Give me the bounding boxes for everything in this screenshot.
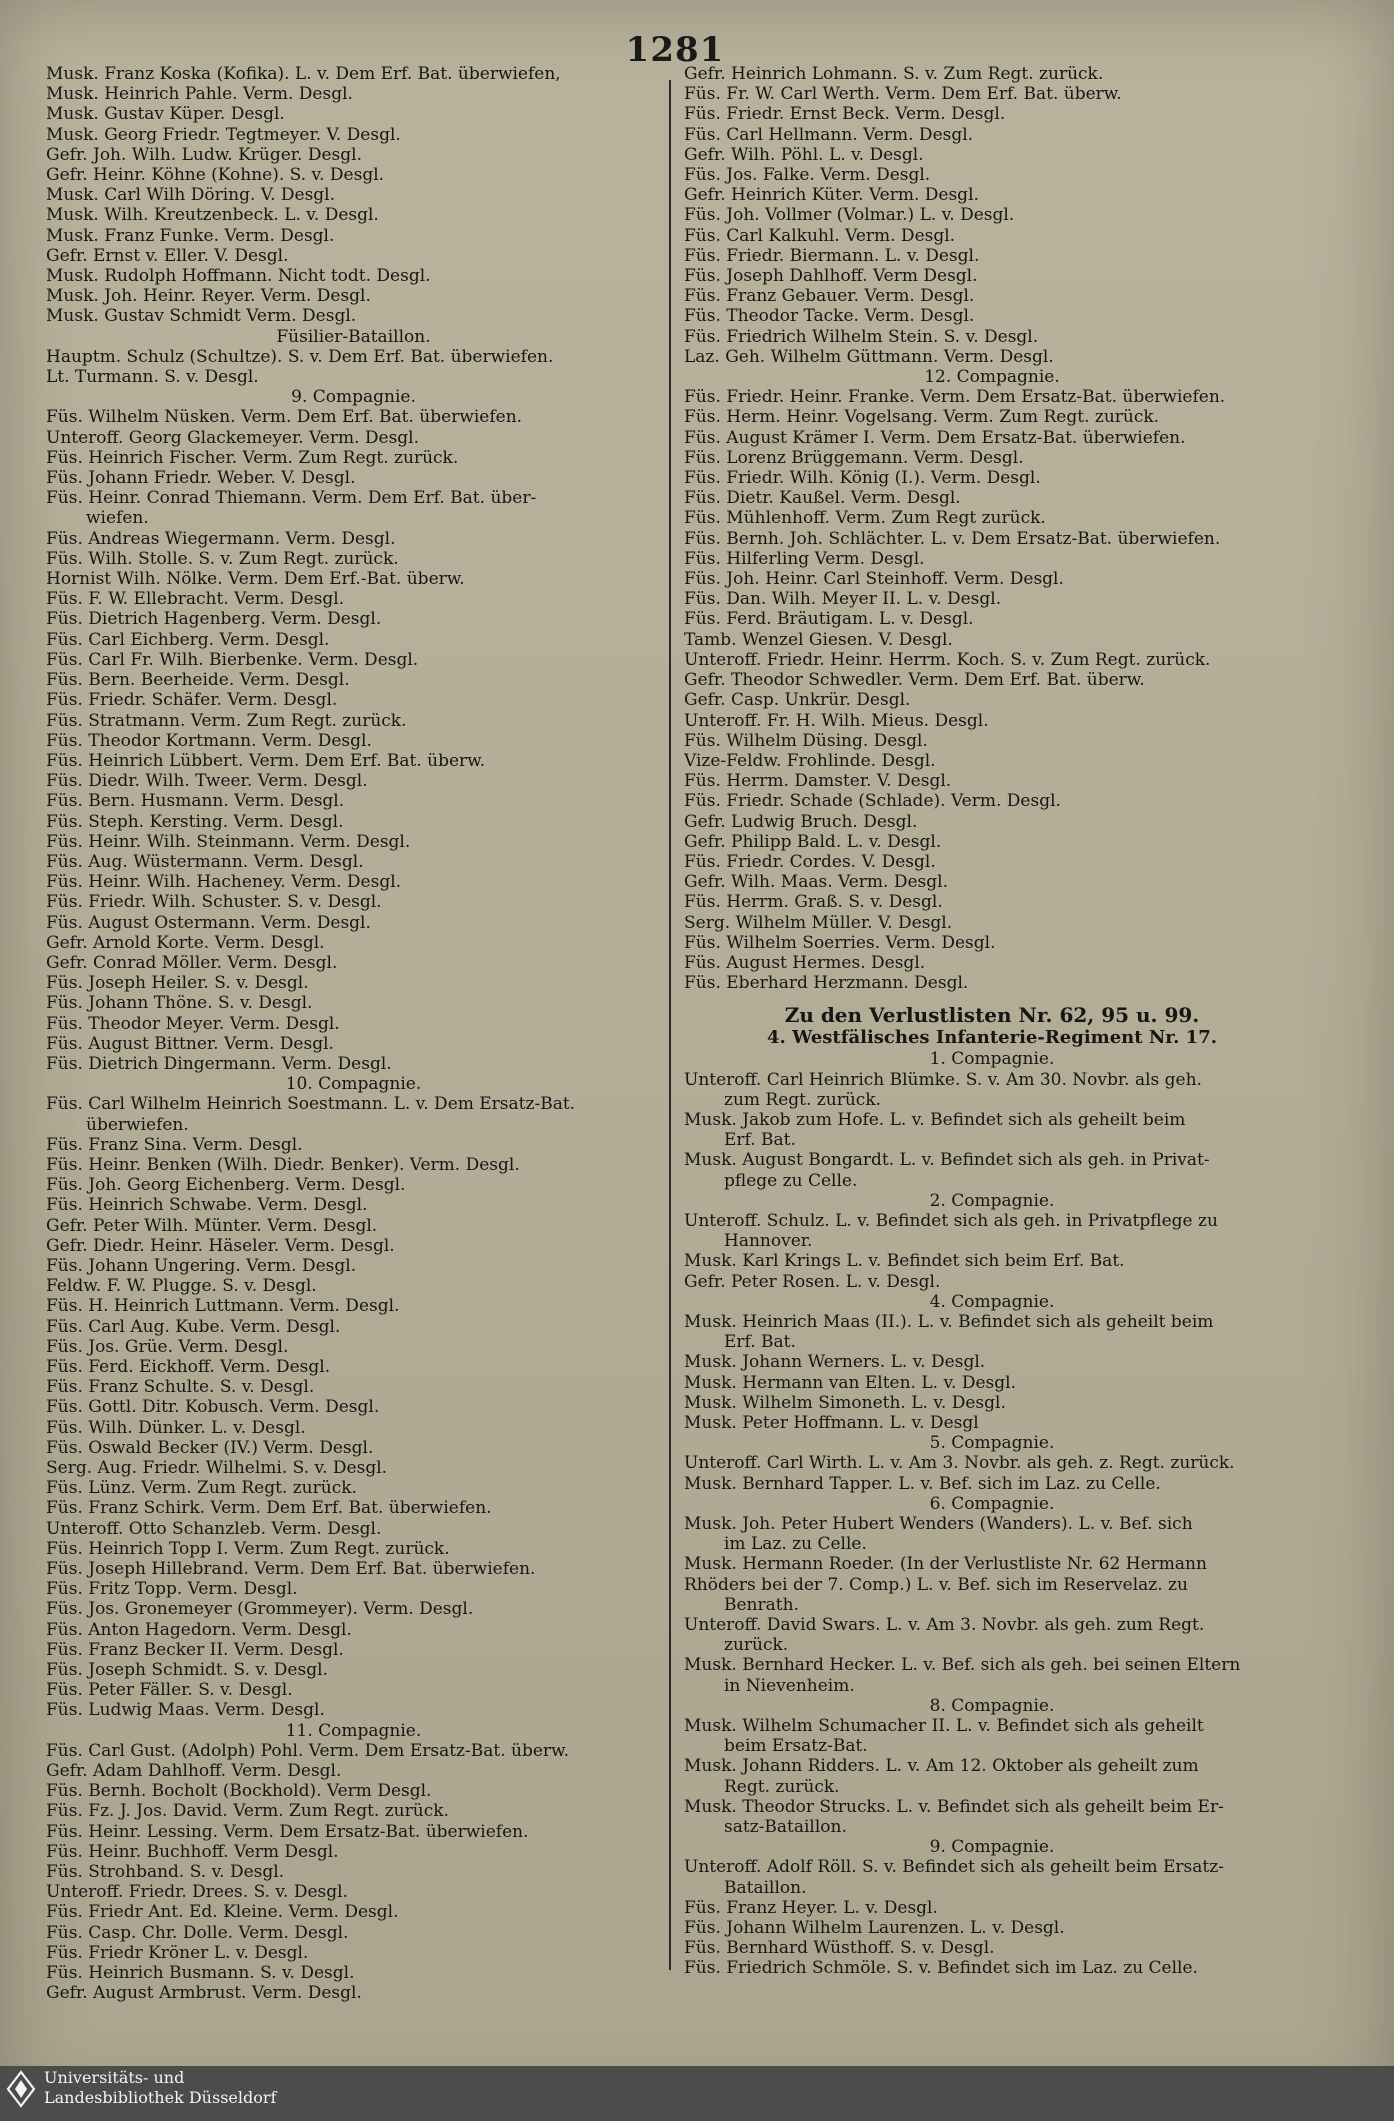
- roster-entry: Füs. Friedr. Schade (Schlade). Verm. Desgl.: [684, 791, 1061, 812]
- column-divider: [669, 80, 671, 1970]
- roster-entry: Füs. Friedr. Heinr. Franke. Verm. Dem Ersatz-Bat. überwiefen.: [684, 387, 1226, 408]
- roster-entry: Füs. Heinrich Busmann. S. v. Desgl.: [46, 1963, 355, 1984]
- roster-entry: Füs. F. W. Ellebracht. Verm. Desgl.: [46, 589, 345, 610]
- roster-entry: Unteroff. Friedr. Drees. S. v. Desgl.: [46, 1882, 348, 1903]
- roster-entry: Gefr. Ludwig Bruch. Desgl.: [684, 811, 918, 832]
- roster-entry: Gefr. Philipp Bald. L. v. Desgl.: [684, 831, 942, 852]
- roster-entry: Füs. Joseph Heiler. S. v. Desgl.: [46, 973, 309, 994]
- roster-entry: Füs. Dietrich Hagenberg. Verm. Desgl.: [46, 609, 382, 630]
- library-name-line1: Universitäts- und: [44, 2068, 185, 2087]
- roster-entry: Füs. Stratmann. Verm. Zum Regt. zurück.: [46, 710, 407, 731]
- roster-entry: Füs. Ludwig Maas. Verm. Desgl.: [46, 1700, 325, 1721]
- roster-entry: Musk. Gustav Küper. Desgl.: [46, 104, 285, 125]
- roster-entry: Vize-Feldw. Frohlinde. Desgl.: [684, 750, 936, 771]
- roster-entry-continuation: Erf. Bat.: [724, 1332, 796, 1353]
- roster-entry: Füs. Friedr. Ernst Beck. Verm. Desgl.: [684, 104, 1006, 125]
- roster-entry: Füs. Theodor Tacke. Verm. Desgl.: [684, 306, 975, 327]
- roster-entry: Gefr. Heinrich Küter. Verm. Desgl.: [684, 185, 979, 206]
- roster-entry: Unteroff. Carl Wirth. L. v. Am 3. Novbr. als geh. z. Regt. zurück.: [684, 1453, 1235, 1474]
- roster-entry: Unteroff. Adolf Röll. S. v. Befindet sich als geheilt beim Ersatz-: [684, 1857, 1224, 1878]
- roster-entry: Gefr. Diedr. Heinr. Häseler. Verm. Desgl.: [46, 1235, 395, 1256]
- roster-entry: Füs. Herm. Heinr. Vogelsang. Verm. Zum Regt. zurück.: [684, 407, 1160, 428]
- roster-entry: Füs. Friedr. Wilh. Schuster. S. v. Desgl.: [46, 892, 382, 913]
- roster-entry: Füs. Johann Thöne. S. v. Desgl.: [46, 993, 313, 1014]
- roster-entry-continuation: Erf. Bat.: [724, 1130, 796, 1151]
- roster-entry: Musk. Bernhard Hecker. L. v. Bef. sich als geh. bei seinen Eltern: [684, 1655, 1241, 1676]
- roster-entry: Füs. Eberhard Herzmann. Desgl.: [684, 973, 969, 994]
- roster-entry: Musk. Georg Friedr. Tegtmeyer. V. Desgl.: [46, 124, 401, 145]
- section-heading: Füsilier-Bataillon.: [276, 326, 431, 347]
- roster-entry: Füs. Heinr. Wilh. Hacheney. Verm. Desgl.: [46, 872, 402, 893]
- roster-entry: Unteroff. David Swars. L. v. Am 3. Novbr. als geh. zum Regt.: [684, 1615, 1205, 1636]
- roster-entry: Füs. Carl Kalkuhl. Verm. Desgl.: [684, 225, 956, 246]
- regiment-heading: 4. Westfälisches Infanterie-Regiment Nr. 17.: [767, 1027, 1217, 1049]
- library-name-line2: Landesbibliothek Düsseldorf: [44, 2088, 277, 2107]
- roster-entry: Füs. Friedr. Schäfer. Verm. Desgl.: [46, 690, 338, 711]
- roster-entry: Füs. Gottl. Ditr. Kobusch. Verm. Desgl.: [46, 1397, 380, 1418]
- roster-entry: Musk. Johann Ridders. L. v. Am 12. Oktober als geheilt zum: [684, 1756, 1199, 1777]
- roster-entry: Füs. Heinrich Schwabe. Verm. Desgl.: [46, 1195, 368, 1216]
- roster-entry: Füs. August Hermes. Desgl.: [684, 952, 926, 973]
- section-heading: 6. Compagnie.: [929, 1493, 1055, 1514]
- roster-entry: Musk. Franz Koska (Kofika). L. v. Dem Erf. Bat. überwiefen,: [46, 64, 561, 84]
- roster-entry: Füs. Joh. Heinr. Carl Steinhoff. Verm. Desgl.: [684, 569, 1064, 590]
- roster-entry: Füs. Franz Schirk. Verm. Dem Erf. Bat. überwiefen.: [46, 1498, 492, 1519]
- roster-entry-continuation: Hannover.: [724, 1231, 813, 1252]
- roster-entry: Füs. Aug. Wüstermann. Verm. Desgl.: [46, 851, 364, 872]
- roster-entry: Füs. Friedr. Biermann. L. v. Desgl.: [684, 245, 980, 266]
- roster-entry: Füs. Bern. Husmann. Verm. Desgl.: [46, 791, 345, 812]
- roster-entry: Füs. Diedr. Wilh. Tweer. Verm. Desgl.: [46, 771, 368, 792]
- roster-entry: Füs. Dan. Wilh. Meyer II. L. v. Desgl.: [684, 589, 1002, 610]
- roster-entry: Füs. Friedr Kröner L. v. Desgl.: [46, 1942, 309, 1963]
- section-heading: 8. Compagnie.: [929, 1695, 1055, 1716]
- roster-entry: Füs. Heinr. Benken (Wilh. Diedr. Benker). Verm. Desgl.: [46, 1154, 520, 1175]
- roster-entry: Füs. Steph. Kersting. Verm. Desgl.: [46, 811, 344, 832]
- roster-entry: Gefr. Casp. Unkrür. Desgl.: [684, 690, 911, 711]
- roster-entry: Füs. Heinr. Conrad Thiemann. Verm. Dem Erf. Bat. über-: [46, 488, 537, 509]
- section-heading: 12. Compagnie.: [924, 367, 1060, 388]
- roster-entry: Füs. Strohband. S. v. Desgl.: [46, 1862, 285, 1883]
- roster-entry: Musk. Theodor Strucks. L. v. Befindet sich als geheilt beim Er-: [684, 1796, 1224, 1817]
- roster-entry: Füs. Friedr Ant. Ed. Kleine. Verm. Desgl.: [46, 1902, 399, 1923]
- roster-entry: Füs. Dietr. Kaußel. Verm. Desgl.: [684, 488, 961, 509]
- roster-entry: Füs. August Ostermann. Verm. Desgl.: [46, 912, 371, 933]
- roster-entry: Füs. Carl Aug. Kube. Verm. Desgl.: [46, 1316, 341, 1337]
- roster-entry: Musk. Carl Wilh Döring. V. Desgl.: [46, 185, 336, 206]
- roster-entry: Rhöders bei der 7. Comp.) L. v. Bef. sich im Reservelaz. zu: [684, 1574, 1188, 1595]
- roster-entry-continuation: Regt. zurück.: [724, 1776, 840, 1797]
- roster-entry: Füs. Lünz. Verm. Zum Regt. zurück.: [46, 1478, 357, 1499]
- roster-entry: Gefr. Joh. Wilh. Ludw. Krüger. Desgl.: [46, 144, 362, 165]
- roster-entry: Musk. Johann Werners. L. v. Desgl.: [684, 1352, 986, 1373]
- roster-entry: Gefr. Arnold Korte. Verm. Desgl.: [46, 932, 325, 953]
- roster-entry: Füs. Johann Wilhelm Laurenzen. L. v. Desgl.: [684, 1918, 1065, 1939]
- roster-entry: Musk. Heinrich Maas (II.). L. v. Befindet sich als geheilt beim: [684, 1311, 1214, 1332]
- roster-entry: Füs. Franz Schulte. S. v. Desgl.: [46, 1377, 315, 1398]
- roster-entry: Musk. Bernhard Tapper. L. v. Bef. sich im Laz. zu Celle.: [684, 1473, 1161, 1494]
- roster-entry: Füs. Wilhelm Nüsken. Verm. Dem Erf. Bat. überwiefen.: [46, 407, 523, 428]
- roster-entry: Füs. Andreas Wiegermann. Verm. Desgl.: [46, 528, 396, 549]
- roster-entry: Füs. Franz Becker II. Verm. Desgl.: [46, 1639, 344, 1660]
- roster-entry: Füs. Bernh. Joh. Schlächter. L. v. Dem Ersatz-Bat. überwiefen.: [684, 528, 1221, 549]
- roster-entry: Füs. Bernh. Bocholt (Bockhold). Verm Desgl.: [46, 1781, 432, 1802]
- roster-entry: Füs. Wilh. Stolle. S. v. Zum Regt. zurück.: [46, 548, 399, 569]
- roster-entry: Füs. Theodor Meyer. Verm. Desgl.: [46, 1013, 340, 1034]
- roster-entry: Gefr. Adam Dahlhoff. Verm. Desgl.: [46, 1761, 342, 1782]
- roster-entry: Füs. Heinr. Wilh. Steinmann. Verm. Desgl.: [46, 831, 411, 852]
- roster-entry: Füs. Heinr. Buchhoff. Verm Desgl.: [46, 1841, 339, 1862]
- roster-entry: Füs. Jos. Falke. Verm. Desgl.: [684, 165, 931, 186]
- roster-entry: Laz. Geh. Wilhelm Güttmann. Verm. Desgl.: [684, 346, 1054, 367]
- roster-entry-continuation: zum Regt. zurück.: [724, 1089, 882, 1110]
- roster-entry: Musk. August Bongardt. L. v. Befindet sich als geh. in Privat-: [684, 1150, 1210, 1171]
- roster-entry: Gefr. Theodor Schwedler. Verm. Dem Erf. Bat. überw.: [684, 670, 1145, 691]
- roster-entry: Unteroff. Friedr. Heinr. Herrm. Koch. S. v. Zum Regt. zurück.: [684, 649, 1211, 670]
- roster-entry: Füs. Carl Wilhelm Heinrich Soestmann. L. v. Dem Ersatz-Bat.: [46, 1094, 576, 1115]
- roster-entry: Füs. August Bittner. Verm. Desgl.: [46, 1033, 334, 1054]
- roster-entry: Füs. H. Heinrich Luttmann. Verm. Desgl.: [46, 1296, 400, 1317]
- roster-entry: Musk. Franz Funke. Verm. Desgl.: [46, 225, 335, 246]
- roster-entry: Füs. Friedr. Wilh. König (I.). Verm. Desgl.: [684, 468, 1041, 489]
- right-column: [684, 64, 1300, 1979]
- roster-entry: Füs. Fr. W. Carl Werth. Verm. Dem Erf. Bat. überw.: [684, 84, 1122, 105]
- roster-entry: Musk. Joh. Heinr. Reyer. Verm. Desgl.: [46, 286, 371, 307]
- roster-entry: Füs. Friedrich Schmöle. S. v. Befindet sich im Laz. zu Celle.: [684, 1958, 1198, 1979]
- section-heading: 5. Compagnie.: [929, 1433, 1055, 1454]
- roster-entry: Füs. August Krämer I. Verm. Dem Ersatz-Bat. überwiefen.: [684, 427, 1186, 448]
- section-heading: 10. Compagnie.: [285, 1074, 422, 1095]
- roster-entry-continuation: Bataillon.: [724, 1877, 807, 1898]
- roster-entry: Gefr. August Armbrust. Verm. Desgl.: [46, 1983, 362, 2004]
- roster-entry-continuation: wiefen.: [86, 508, 149, 529]
- roster-entry: Musk. Wilhelm Schumacher II. L. v. Befindet sich als geheilt: [684, 1716, 1204, 1737]
- roster-entry: Hauptm. Schulz (Schultze). S. v. Dem Erf. Bat. überwiefen.: [46, 346, 554, 367]
- roster-entry: Füs. Joseph Hillebrand. Verm. Dem Erf. Bat. überwiefen.: [46, 1559, 536, 1580]
- roster-entry: Füs. Dietrich Dingermann. Verm. Desgl.: [46, 1053, 392, 1074]
- roster-entry: Musk. Hermann Roeder. (In der Verlustliste Nr. 62 Hermann: [684, 1554, 1207, 1575]
- roster-entry: Füs. Joseph Schmidt. S. v. Desgl.: [46, 1660, 328, 1681]
- roster-entry: Füs. Wilhelm Düsing. Desgl.: [684, 730, 928, 751]
- section-heading: 9. Compagnie.: [291, 387, 416, 408]
- roster-entry: Füs. Friedrich Wilhelm Stein. S. v. Desgl.: [684, 326, 1039, 347]
- roster-entry: Musk. Hermann van Elten. L. v. Desgl.: [684, 1372, 1016, 1393]
- roster-entry-continuation: in Nievenheim.: [724, 1675, 855, 1696]
- roster-entry: Füs. Heinrich Lübbert. Verm. Dem Erf. Bat. überw.: [46, 750, 486, 771]
- roster-entry: Füs. Friedr. Cordes. V. Desgl.: [684, 851, 936, 872]
- roster-entry: Füs. Fritz Topp. Verm. Desgl.: [46, 1579, 298, 1600]
- left-column: [46, 64, 661, 2004]
- ulb-duesseldorf-logo-icon: [6, 2070, 36, 2108]
- roster-entry: Füs. Jos. Grüe. Verm. Desgl.: [46, 1336, 289, 1357]
- roster-entry-continuation: satz-Bataillon.: [724, 1817, 847, 1838]
- roster-entry: Füs. Oswald Becker (IV.) Verm. Desgl.: [46, 1437, 374, 1458]
- roster-entry: Füs. Fz. J. Jos. David. Verm. Zum Regt. zurück.: [46, 1801, 449, 1822]
- roster-entry: Füs. Franz Sina. Verm. Desgl.: [46, 1134, 303, 1155]
- roster-entry: Musk. Gustav Schmidt Verm. Desgl.: [46, 306, 357, 327]
- roster-entry: Unteroff. Carl Heinrich Blümke. S. v. Am 30. Novbr. als geh.: [684, 1069, 1202, 1090]
- roster-entry: Gefr. Heinrich Lohmann. S. v. Zum Regt. zurück.: [684, 64, 1104, 84]
- section-heading: 11. Compagnie.: [285, 1720, 422, 1741]
- roster-entry: Serg. Aug. Friedr. Wilhelmi. S. v. Desgl.: [46, 1458, 388, 1479]
- roster-entry: Füs. Peter Fäller. S. v. Desgl.: [46, 1680, 293, 1701]
- roster-entry: Füs. Heinrich Topp I. Verm. Zum Regt. zurück.: [46, 1538, 450, 1559]
- roster-entry: Füs. Joh. Vollmer (Volmar.) L. v. Desgl.: [684, 205, 1015, 226]
- section-heading: 1. Compagnie.: [929, 1049, 1055, 1070]
- roster-entry: Musk. Peter Hoffmann. L. v. Desgl: [684, 1413, 979, 1433]
- roster-entry: Feldw. F. W. Plugge. S. v. Desgl.: [46, 1276, 317, 1297]
- roster-entry-continuation: im Laz. zu Celle.: [724, 1534, 867, 1555]
- roster-entry: Gefr. Wilh. Maas. Verm. Desgl.: [684, 872, 948, 893]
- roster-entry: Gefr. Peter Rosen. L. v. Desgl.: [684, 1271, 941, 1292]
- roster-entry-continuation: pflege zu Celle.: [724, 1170, 858, 1191]
- section-heading: 4. Compagnie.: [929, 1291, 1055, 1312]
- roster-entry: Füs. Wilh. Dünker. L. v. Desgl.: [46, 1417, 306, 1438]
- roster-entry: Füs. Jos. Gronemeyer (Grommeyer). Verm. Desgl.: [46, 1599, 474, 1620]
- roster-entry: Füs. Heinr. Lessing. Verm. Dem Ersatz-Bat. überwiefen.: [46, 1821, 529, 1842]
- roster-entry: Musk. Joh. Peter Hubert Wenders (Wanders). L. v. Bef. sich: [684, 1514, 1193, 1535]
- roster-entry: Füs. Ferd. Bräutigam. L. v. Desgl.: [684, 609, 974, 630]
- list-reference-heading: Zu den Verlustlisten Nr. 62, 95 u. 99.: [784, 1003, 1200, 1028]
- roster-entry: Musk. Wilhelm Simoneth. L. v. Desgl.: [684, 1392, 1006, 1413]
- roster-entry: Füs. Carl Fr. Wilh. Bierbenke. Verm. Desgl.: [46, 649, 419, 670]
- roster-entry-continuation: beim Ersatz-Bat.: [724, 1736, 868, 1757]
- roster-entry: Füs. Casp. Chr. Dolle. Verm. Desgl.: [46, 1922, 349, 1943]
- roster-entry: Füs. Wilhelm Soerries. Verm. Desgl.: [684, 932, 996, 953]
- roster-entry: Gefr. Heinr. Köhne (Kohne). S. v. Desgl.: [46, 165, 385, 186]
- roster-entry: Füs. Mühlenhoff. Verm. Zum Regt zurück.: [684, 508, 1046, 529]
- roster-entry: Füs. Johann Ungering. Verm. Desgl.: [46, 1255, 357, 1276]
- page-number: 1281: [625, 30, 725, 70]
- roster-entry: Füs. Hilferling Verm. Desgl.: [684, 548, 925, 569]
- roster-entry: Füs. Ferd. Eickhoff. Verm. Desgl.: [46, 1357, 331, 1377]
- roster-entry: Füs. Bernhard Wüsthoff. S. v. Desgl.: [684, 1938, 995, 1959]
- roster-entry: Musk. Rudolph Hoffmann. Nicht todt. Desgl.: [46, 266, 431, 287]
- roster-entry: Füs. Carl Eichberg. Verm. Desgl.: [46, 629, 330, 650]
- roster-entry: Füs. Herrm. Graß. S. v. Desgl.: [684, 892, 943, 913]
- roster-entry-continuation: zurück.: [724, 1635, 789, 1656]
- roster-entry: Füs. Carl Gust. (Adolph) Pohl. Verm. Dem Ersatz-Bat. überw.: [46, 1740, 569, 1761]
- roster-entry: Füs. Lorenz Brüggemann. Verm. Desgl.: [684, 447, 1024, 468]
- roster-entry: Füs. Carl Hellmann. Verm. Desgl.: [684, 124, 974, 145]
- roster-entry: Gefr. Conrad Möller. Verm. Desgl.: [46, 952, 338, 973]
- roster-entry: Hornist Wilh. Nölke. Verm. Dem Erf.-Bat. überw.: [46, 569, 465, 590]
- section-heading: 2. Compagnie.: [929, 1190, 1055, 1211]
- roster-entry: Füs. Joh. Georg Eichenberg. Verm. Desgl.: [46, 1175, 406, 1196]
- roster-entry: Füs. Anton Hagedorn. Verm. Desgl.: [46, 1619, 352, 1640]
- roster-entry: Serg. Wilhelm Müller. V. Desgl.: [684, 912, 953, 933]
- roster-entry: Füs. Heinrich Fischer. Verm. Zum Regt. zurück.: [46, 447, 459, 468]
- section-heading: 9. Compagnie.: [929, 1837, 1055, 1858]
- roster-entry: Füs. Franz Heyer. L. v. Desgl.: [684, 1897, 938, 1918]
- roster-entry-continuation: überwiefen.: [86, 1114, 189, 1135]
- roster-entry: Musk. Karl Krings L. v. Befindet sich beim Erf. Bat.: [684, 1251, 1125, 1272]
- roster-entry: Unteroff. Schulz. L. v. Befindet sich als geh. in Privatpflege zu: [684, 1210, 1218, 1231]
- roster-entry: Lt. Turmann. S. v. Desgl.: [46, 367, 259, 388]
- roster-entry: Füs. Theodor Kortmann. Verm. Desgl.: [46, 730, 372, 751]
- roster-entry: Gefr. Peter Wilh. Münter. Verm. Desgl.: [46, 1215, 378, 1236]
- roster-entry: Füs. Franz Gebauer. Verm. Desgl.: [684, 286, 975, 307]
- roster-entry: Musk. Heinrich Pahle. Verm. Desgl.: [46, 84, 353, 105]
- roster-entry: Füs. Bern. Beerheide. Verm. Desgl.: [46, 670, 350, 691]
- roster-entry-continuation: Benrath.: [724, 1594, 799, 1615]
- roster-entry: Füs. Johann Friedr. Weber. V. Desgl.: [46, 468, 356, 489]
- roster-entry: Gefr. Ernst v. Eller. V. Desgl.: [46, 245, 289, 266]
- roster-entry: Tamb. Wenzel Giesen. V. Desgl.: [684, 629, 953, 650]
- roster-entry: Füs. Joseph Dahlhoff. Verm Desgl.: [684, 266, 978, 287]
- roster-entry: Unteroff. Georg Glackemeyer. Verm. Desgl.: [46, 427, 420, 448]
- roster-entry: Musk. Jakob zum Hofe. L. v. Befindet sich als geheilt beim: [684, 1109, 1186, 1130]
- roster-entry: Gefr. Wilh. Pöhl. L. v. Desgl.: [684, 144, 924, 165]
- roster-entry: Füs. Herrm. Damster. V. Desgl.: [684, 771, 952, 792]
- roster-entry: Unteroff. Otto Schanzleb. Verm. Desgl.: [46, 1518, 382, 1539]
- roster-entry: Unteroff. Fr. H. Wilh. Mieus. Desgl.: [684, 710, 989, 731]
- roster-entry: Musk. Wilh. Kreutzenbeck. L. v. Desgl.: [46, 205, 379, 226]
